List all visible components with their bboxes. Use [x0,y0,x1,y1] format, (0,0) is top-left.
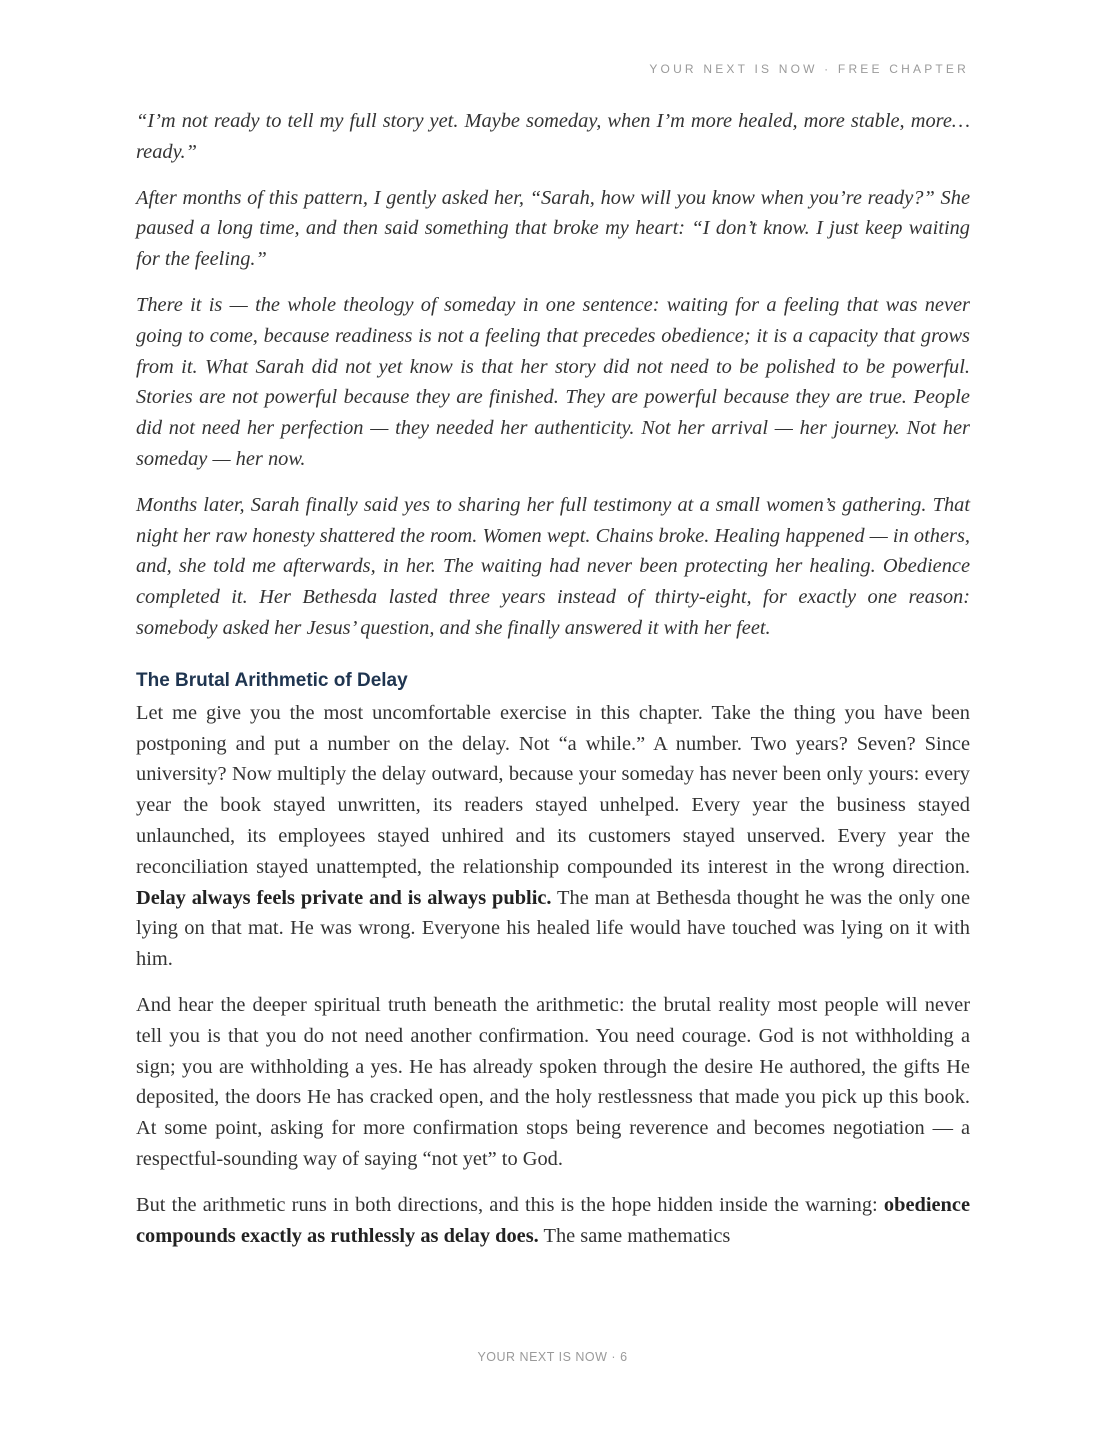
section-heading: The Brutal Arithmetic of Delay [136,669,408,691]
body-paragraph [136,698,970,975]
bold-emphasis: Delay always feels private and is always public. [136,886,552,909]
paragraph-text: The same mathematics [543,1224,731,1247]
body-paragraph [136,1190,970,1252]
quote-paragraph: After months of this pattern, I gently asked her, “Sarah, how will you know when you’re ready?” She paused a long time, and then said something that broke my heart: “I don’t know. I just keep waiting for the feeling.” [136,186,970,271]
paragraph-text: Let me give you the most uncomfortable exercise in this chapter. Take the thing you have been postponing and put a number on the delay. Not “a while.” A number. Two years? Seven? Since university? Now multiply the delay outward, because your someday has never been only yours: every year the book stayed unwritten, its readers stayed unhelped. Every year the business stayed unlaunched, its employees stayed unhired and its customers stayed unserved. Every year the reconciliation stayed unattempted, the relationship compounded its interest in the wrong direction. [136,701,970,878]
quote-paragraph: There it is — the whole theology of someday in one sentence: waiting for a feeling that was never going to come, because readiness is not a feeling that precedes obedience; it is a capacity that grows from it. What Sarah did not yet know is that her story did not need to be polished to be powerful. Stories are not powerful because they are finished. They are powerful because they are true. People did not need her perfection — they needed her authenticity. Not her arrival — her journey. Not her someday — her now. [136,293,970,470]
running-header: YOUR NEXT IS NOW · FREE CHAPTER [649,62,969,76]
page-footer: YOUR NEXT IS NOW · 6 [477,1350,628,1364]
paragraph-text: The man at Bethesda thought he was the only one lying on that mat. He was wrong. Everyone his healed life would have touched was lying on it with him. [136,886,971,971]
page-body [136,106,970,1266]
paragraph-text: But the arithmetic runs in both directions, and this is the hope hidden inside the warning: [136,1193,878,1216]
body-paragraph: And hear the deeper spiritual truth beneath the arithmetic: the brutal reality most people will never tell you is that you do not need another confirmation. You need courage. God is not withholding a sign; you are withholding a yes. He has already spoken through the desire He authored, the gifts He deposited, the doors He has cracked open, and the holy restlessness that made you pick up this book. At some point, asking for more confirmation stops being reverence and becomes negotiation — a respectful-sounding way of saying “not yet” to God. [136,993,970,1170]
quote-paragraph: Months later, Sarah finally said yes to sharing her full testimony at a small women’s gathering. That night her raw honesty shattered the room. Women wept. Chains broke. Healing happened — in others, and, she told me afterwards, in her. The waiting had never been protecting her healing. Obedience completed it. Her Bethesda lasted three years instead of thirty-eight, for exactly one reason: somebody asked her Jesus’ question, and she finally answered it with her feet. [136,493,970,639]
bold-emphasis: obedience compounds exactly as ruthlessly as delay does. [136,1193,970,1247]
quote-paragraph: “I’m not ready to tell my full story yet. Maybe someday, when I’m more healed, more stable, more… ready.” [136,110,970,163]
